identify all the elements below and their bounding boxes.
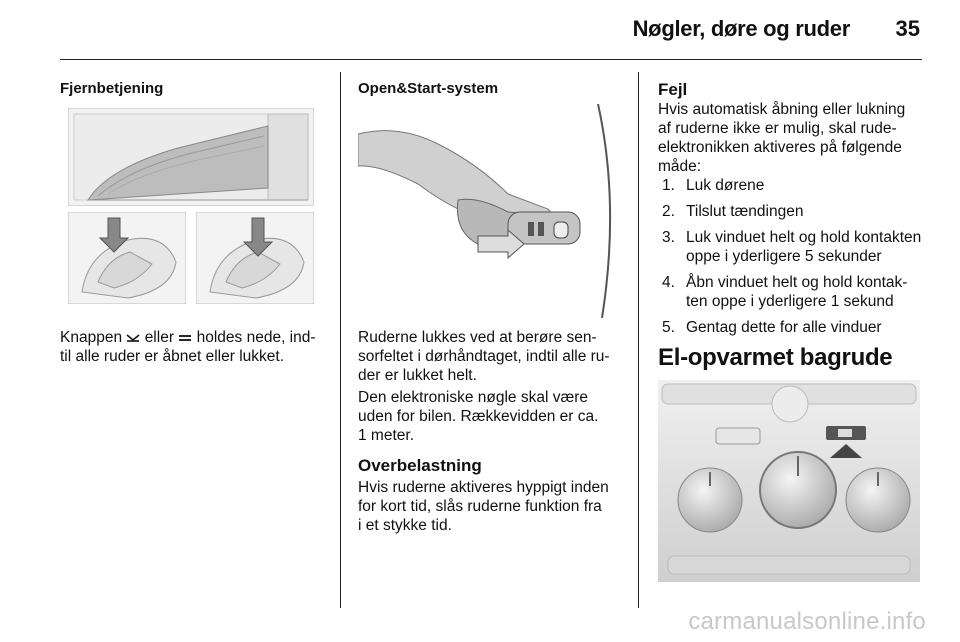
intro-line2: af ruderne ikke er mulig, skal rude- [658,120,897,137]
climate-control-illustration [658,380,920,582]
section-title-open-start: Open&Start-system [358,80,499,97]
overload-paragraph [358,478,630,535]
key-fob-unlock-illustration [196,212,314,304]
list-item: 3. Luk vinduet helt og hold kontakten oppe i yderligere 5 sekunder [662,229,922,265]
intro-line1: Hvis automatisk åbning eller lukning [658,101,906,118]
p2-line2: uden for bilen. Rækkevidden er ca. [358,408,599,425]
lock-button-icon [126,333,140,343]
intro-line4: måde: [658,158,702,175]
list-item: 1. Luk dørene [662,177,765,194]
open-start-paragraph-1 [358,328,630,385]
p1-line2: sorfeltet i dørhåndtaget, indtil alle ru- [358,348,610,365]
p2-line3: 1 meter. [358,427,414,444]
p1-line1: Ruderne lukkes ved at berøre sen- [358,329,597,346]
steps-list [658,176,928,344]
p3-line2: for kort tid, slås ruderne funktion fra [358,498,602,515]
door-handle-illustration [358,104,622,318]
heading-heated-rear-window: El-opvarmet bagrude [658,344,893,371]
section-title-remote: Fjernbetjening [60,80,164,97]
key-fob-lock-illustration [68,212,186,304]
list-item: 2. Tilslut tændingen [662,203,804,220]
page-number: 35 [895,16,920,41]
p2-line1: Den elektroniske nøgle skal være [358,389,589,406]
header-divider [60,59,922,60]
watermark: carmanualsonline.info [688,608,926,635]
text-line1-end: holdes nede, ind- [196,329,316,346]
text-middle: eller [144,329,174,346]
text-before: Knappen [60,329,123,346]
fault-intro [658,100,928,176]
p3-line3: i et stykke tid. [358,517,452,534]
p1-line3: der er lukket helt. [358,367,477,384]
sub-heading-overload: Overbelastning [358,456,482,475]
p3-line1: Hvis ruderne aktiveres hyppigt inden [358,479,609,496]
list-item: 4. Åbn vinduet helt og hold kontak- ten oppe i yderligere 1 sekund [662,274,908,310]
intro-line3: elektronikken aktiveres på følgende [658,139,902,156]
sub-heading-fault: Fejl [658,80,688,99]
list-item: 5. Gentag dette for alle vinduer [662,319,882,336]
remote-line2: til alle ruder er åbnet eller lukket. [60,348,285,365]
unlock-button-icon [178,333,192,343]
open-start-paragraph-2 [358,388,630,445]
remote-paragraph [60,328,330,366]
column-divider-2 [638,72,639,608]
column-divider-1 [340,72,341,608]
page-header-title: Nøgler, døre og ruder [632,16,850,41]
window-illustration [68,108,314,206]
